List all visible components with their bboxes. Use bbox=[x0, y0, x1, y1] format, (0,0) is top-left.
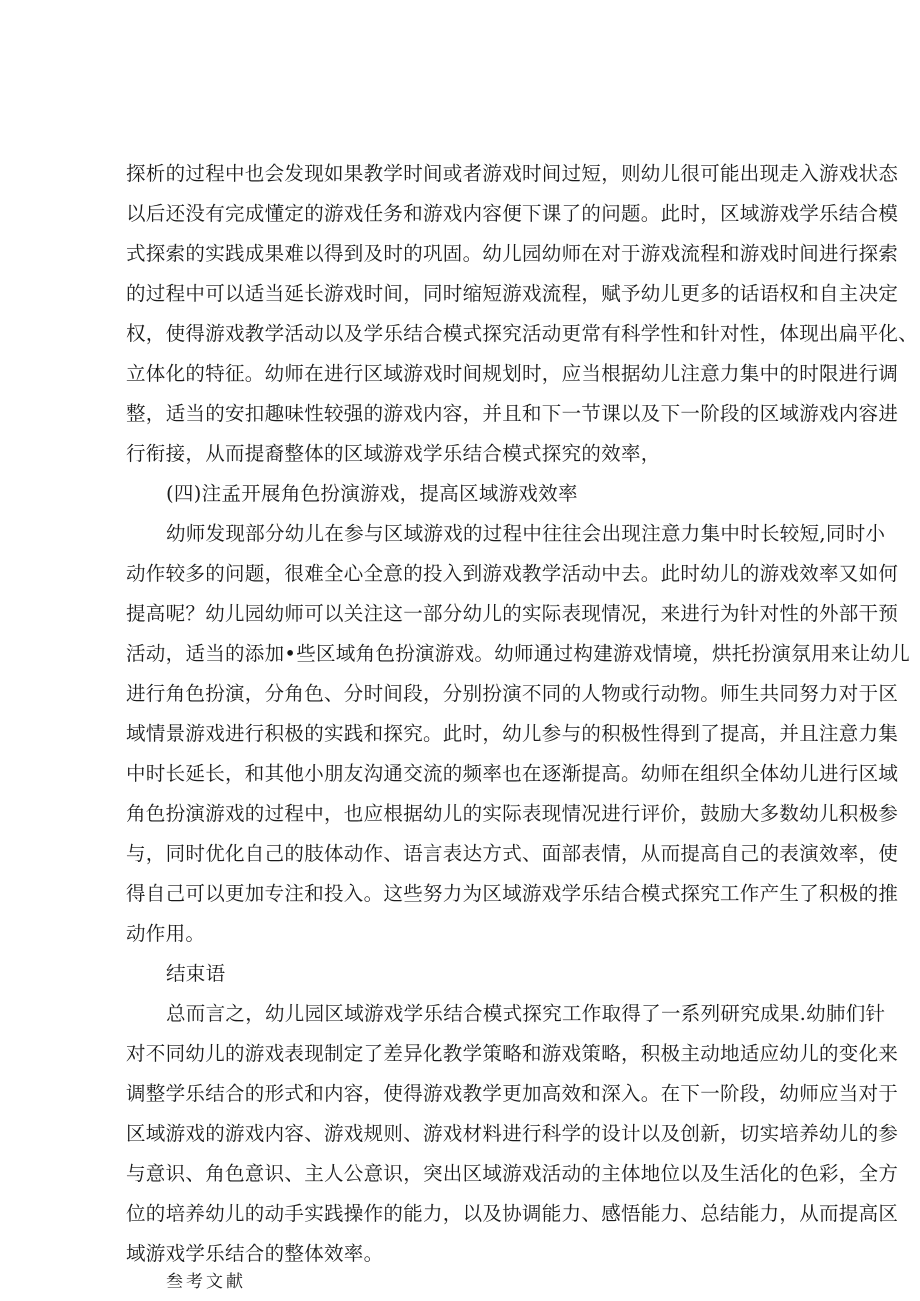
paragraph-2-line: 得自己可以更加专注和投入。这些努力为区域游戏学乐结合模式探究工作产生了积极的推 bbox=[126, 882, 899, 905]
paragraph-1-line: 立体化的特征。幼师在进行区域游戏时间规划时，应当根据幼儿注意力集中的时限进行调 bbox=[126, 362, 899, 385]
paragraph-1-line: 整，适当的安扣趣味性较强的游戏内容，并且和下一节课以及下一阶段的区域游戏内容进 bbox=[126, 402, 899, 425]
paragraph-2-line: 动作用。 bbox=[126, 922, 206, 945]
paragraph-2-line: 提高呢？幼儿园幼师可以关注这一部分幼儿的实际表现情况，来进行为针对性的外部干预 bbox=[126, 602, 899, 625]
paragraph-2-line: 中时长延长，和其他小朋友沟通交流的频率也在逐渐提高。幼师在组织全体幼儿进行区域 bbox=[126, 762, 899, 785]
paragraph-3-line: 域游戏学乐结合的整体效率。 bbox=[126, 1242, 384, 1265]
paragraph-2-line: 动作较多的问题，很难全心全意的投入到游戏教学活动中去。此时幼儿的游戏效率又如何 bbox=[126, 562, 899, 585]
paragraph-1-line: 式探索的实践成果难以得到及时的巩固。幼儿园幼师在对于游戏流程和游戏时间进行探索 bbox=[126, 242, 899, 265]
paragraph-3-line: 总而言之，幼儿园区域游戏学乐结合模式探究工作取得了一系列研究成果.幼肺们针 bbox=[166, 1002, 886, 1025]
paragraph-3-line: 与意识、角色意识、主人公意识，突出区域游戏活动的主体地位以及生活化的色彩，全方 bbox=[126, 1162, 899, 1185]
references-heading: 叁考文献 bbox=[166, 1272, 246, 1292]
paragraph-3-line: 区域游戏的游戏内容、游戏规则、游戏材料进行科学的设计以及创新，切实培养幼儿的参 bbox=[126, 1122, 899, 1145]
paragraph-1-line: 的过程中可以适当延长游戏时间，同时缩短游戏流程，赋予幼儿更多的话语权和自主决定 bbox=[126, 282, 899, 305]
paragraph-2-line: 域情景游戏进行积极的实践和探究。此时，幼儿参与的积极性得到了提高，并且注意力集 bbox=[126, 722, 899, 745]
paragraph-2-line: 幼师发现部分幼儿在参与区域游戏的过程中往往会出现注意力集中时长较短,同时小 bbox=[166, 522, 886, 545]
paragraph-2-line: 进行角色扮演，分角色、分时间段，分别扮演不同的人物或行动物。师生共同努力对于区 bbox=[126, 682, 899, 705]
paragraph-1-line: 探析的过程中也会发现如果教学时间或者游戏时间过短，则幼儿很可能出现走入游戏状态 bbox=[126, 162, 899, 185]
paragraph-1-line: 权，使得游戏教学活动以及学乐结合模式探究活动更常有科学性和针对性，体现出扁平化、 bbox=[126, 322, 919, 345]
paragraph-2-line: 与，同时优化自己的肢体动作、语言表达方式、面部表情，从而提高自己的表演效率，使 bbox=[126, 842, 899, 865]
paragraph-2-line: 活动，适当的添加•些区域角色扮演游戏。幼师通过构建游戏情境，烘托扮演氛用来让幼儿 bbox=[126, 642, 911, 665]
paragraph-1-line: 行衔接，从而提裔整体的区域游戏学乐结合模式探究的效率， bbox=[126, 442, 661, 465]
paragraph-1-line: 以后还没有完成懂定的游戏任务和游戏内容便下课了的问题。此时，区域游戏学乐结合模 bbox=[126, 202, 899, 225]
paragraph-3-line: 调整学乐结合的形式和内容，使得游戏教学更加高效和深入。在下一阶段，幼师应当对于 bbox=[126, 1082, 899, 1105]
paragraph-3-line: 对不同幼儿的游戏表现制定了差异化教学策略和游戏策略，积极主动地适应幼儿的变化来 bbox=[126, 1042, 899, 1065]
section-heading: (四)注孟开展角色扮演游戏，提高区域游戏效率 bbox=[166, 482, 578, 505]
conclusion-heading: 结束语 bbox=[166, 962, 226, 985]
paragraph-3-line: 位的培养幼儿的动手实践操作的能力，以及协调能力、感悟能力、总结能力，从而提高区 bbox=[126, 1202, 899, 1225]
paragraph-2-line: 角色扮演游戏的过程中，也应根据幼儿的实际表现情况进行评价，鼓励大多数幼儿积极参 bbox=[126, 802, 899, 825]
